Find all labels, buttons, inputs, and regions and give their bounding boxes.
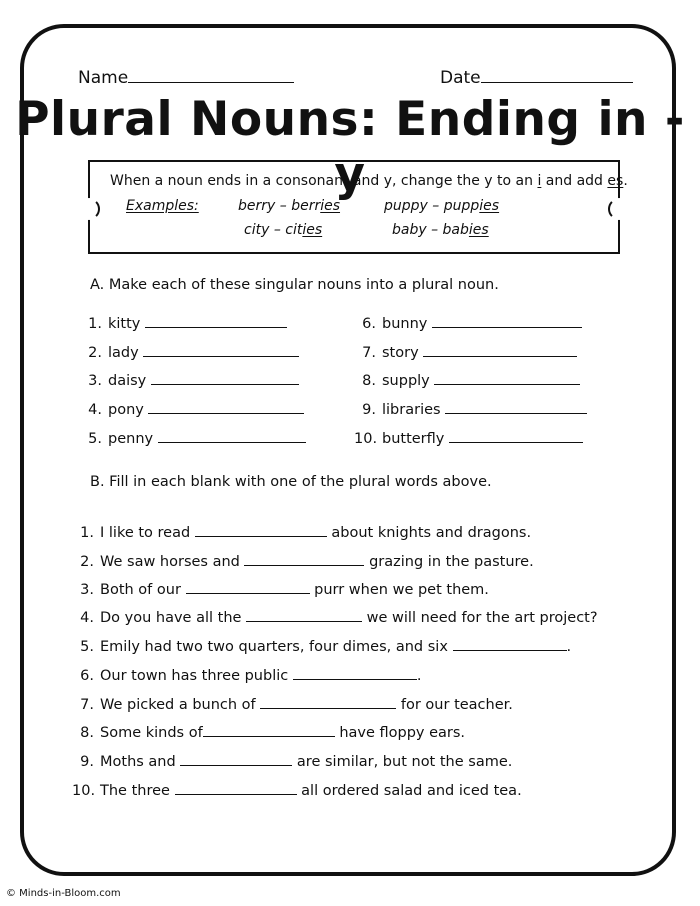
answer-blank[interactable] [445, 399, 587, 414]
answer-blank[interactable] [180, 751, 292, 766]
example-baby: baby – babies [392, 222, 489, 238]
list-item: 5. penny [80, 428, 306, 447]
list-item: 4. pony [80, 399, 304, 418]
rule-text: When a noun ends in a consonant and y, change the y to an i and add es. [110, 173, 628, 189]
copyright-footer: © Minds-in-Bloom.com [6, 888, 121, 899]
list-item: 4. Do you have all the we will need for the art project? [72, 607, 598, 626]
examples-label: Examples: [126, 198, 199, 214]
answer-blank[interactable] [260, 694, 396, 709]
answer-blank[interactable] [158, 428, 306, 443]
answer-blank[interactable] [186, 579, 310, 594]
rule-es: es [607, 173, 624, 189]
example-city: city – cities [244, 222, 323, 238]
list-item: 9. libraries [354, 399, 587, 418]
answer-blank[interactable] [148, 399, 304, 414]
list-item: 2. lady [80, 342, 299, 361]
list-item: 10. butterfly [354, 428, 583, 447]
date-field [440, 68, 633, 88]
section-b-heading: B. Fill in each blank with one of the plural words above. [90, 474, 492, 490]
answer-blank[interactable] [195, 522, 327, 537]
answer-blank[interactable] [293, 665, 417, 680]
list-item: 7. story [354, 342, 577, 361]
answer-blank[interactable] [423, 342, 577, 357]
example-puppy: puppy – puppies [384, 198, 500, 214]
answer-blank[interactable] [151, 370, 299, 385]
answer-blank[interactable] [145, 313, 287, 328]
list-item: 6. bunny [354, 313, 582, 332]
answer-blank[interactable] [203, 722, 335, 737]
list-item: 8. Some kinds of have floppy ears. [72, 722, 465, 741]
rule-i: i [537, 173, 542, 189]
section-a-heading: A. Make each of these singular nouns into a plural noun. [90, 277, 499, 293]
date-label: Date [440, 68, 481, 88]
page-title: Plural Nouns: Ending in -y [15, 92, 685, 202]
answer-blank[interactable] [175, 780, 297, 795]
list-item: 9. Moths and are similar, but not the same. [72, 751, 512, 770]
name-blank[interactable] [128, 68, 294, 83]
date-blank[interactable] [481, 68, 633, 83]
list-item: 1. kitty [80, 313, 287, 332]
list-item: 3. daisy [80, 370, 299, 389]
list-item: 8. supply [354, 370, 580, 389]
list-item: 2. We saw horses and grazing in the pasture. [72, 551, 534, 570]
example-berry: berry – berries [238, 198, 341, 214]
list-item: 1. I like to read about knights and dragons. [72, 522, 531, 541]
answer-blank[interactable] [432, 313, 582, 328]
list-item: 7. We picked a bunch of for our teacher. [72, 694, 513, 713]
answer-blank[interactable] [143, 342, 299, 357]
answer-blank[interactable] [434, 370, 580, 385]
answer-blank[interactable] [449, 428, 583, 443]
name-field [78, 68, 294, 88]
name-label: Name [78, 68, 129, 88]
answer-blank[interactable] [246, 607, 362, 622]
list-item: 3. Both of our purr when we pet them. [72, 579, 489, 598]
list-item: 10. The three all ordered salad and iced tea. [72, 780, 522, 799]
list-item: 5. Emily had two two quarters, four dimes, and six . [72, 636, 571, 655]
list-item: 6. Our town has three public . [72, 665, 421, 684]
answer-blank[interactable] [244, 551, 364, 566]
answer-blank[interactable] [453, 636, 567, 651]
